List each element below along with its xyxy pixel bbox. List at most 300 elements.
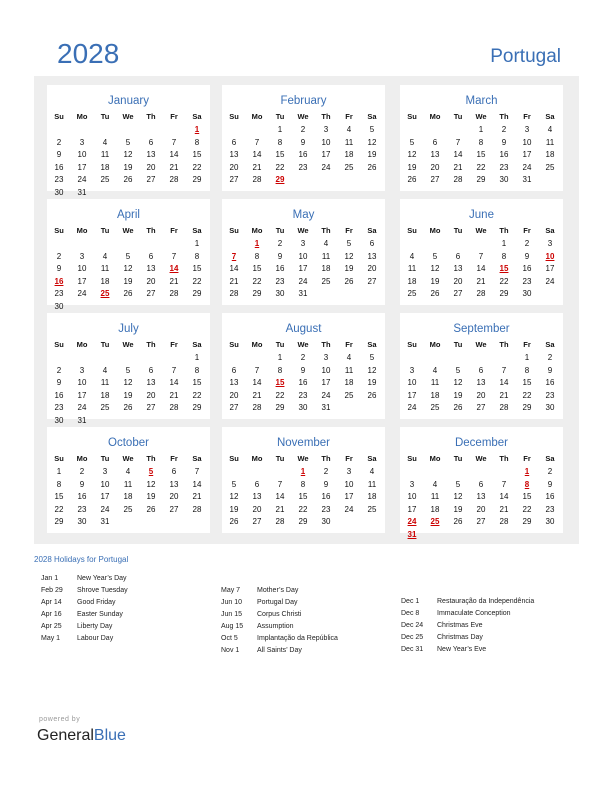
calendar-day: 11 xyxy=(321,251,331,261)
month-name: April xyxy=(116,209,140,221)
calendar-day: 20 xyxy=(169,492,179,501)
weekday-label: Fr xyxy=(170,112,178,121)
calendar-day: 26 xyxy=(123,289,133,298)
calendar-day: 24 xyxy=(344,504,354,514)
calendar-day: 25 xyxy=(430,403,440,412)
calendar-day: 13 xyxy=(430,150,440,159)
weekday-label: Th xyxy=(499,112,509,121)
holiday-date: Dec 1 xyxy=(401,598,420,605)
holiday-name: Labour Day xyxy=(77,635,114,642)
holiday-day: 7 xyxy=(231,251,237,261)
calendar-day: 26 xyxy=(229,517,239,526)
holiday-name: Assumption xyxy=(257,623,294,630)
calendar-day: 17 xyxy=(522,150,532,159)
month-name: August xyxy=(285,323,322,335)
calendar-grid xyxy=(34,76,579,544)
weekday-label: Fr xyxy=(345,226,353,235)
calendar-day: 9 xyxy=(501,137,507,147)
calendar-day: 28 xyxy=(453,175,463,184)
calendar-day: 24 xyxy=(545,276,555,286)
weekday-label: Mo xyxy=(251,340,263,349)
weekday-label: Su xyxy=(407,340,417,349)
calendar-day: 11 xyxy=(100,264,110,273)
holiday-day: 31 xyxy=(407,529,417,539)
calendar-day: 15 xyxy=(54,492,64,501)
calendar-day: 10 xyxy=(77,264,87,273)
calendar-day: 13 xyxy=(476,492,486,501)
calendar-day: 8 xyxy=(300,479,306,489)
calendar-day: 3 xyxy=(409,365,415,375)
weekday-label: Su xyxy=(229,226,239,235)
calendar-day: 11 xyxy=(430,378,440,387)
calendar-day: 18 xyxy=(344,378,354,387)
month-2 xyxy=(400,85,563,191)
weekday-label: Tu xyxy=(275,112,285,121)
calendar-day: 7 xyxy=(171,251,177,261)
weekday-label: Mo xyxy=(76,340,88,349)
weekday-label: Tu xyxy=(275,454,285,463)
holiday-day: 1 xyxy=(524,467,530,476)
calendar-day: 8 xyxy=(56,479,62,489)
calendar-day: 2 xyxy=(323,467,329,476)
calendar-day: 28 xyxy=(499,517,509,526)
calendar-day: 4 xyxy=(432,365,438,375)
calendar-day: 8 xyxy=(524,365,530,375)
weekday-label: Fr xyxy=(523,112,531,121)
calendar-day: 28 xyxy=(476,289,486,298)
holiday-row xyxy=(221,647,302,654)
calendar-day: 11 xyxy=(100,378,110,387)
calendar-day: 17 xyxy=(545,264,555,273)
calendar-day: 2 xyxy=(56,251,62,261)
calendar-day: 5 xyxy=(125,251,131,261)
calendar-day: 23 xyxy=(77,504,87,514)
calendar-day: 15 xyxy=(522,378,532,387)
calendar-day: 11 xyxy=(407,264,417,273)
calendar-day: 9 xyxy=(323,479,329,489)
brand-name-part1: General xyxy=(37,727,94,744)
holiday-day: 1 xyxy=(194,125,200,134)
calendar-day: 29 xyxy=(275,403,285,412)
calendar-day: 22 xyxy=(54,504,64,514)
calendar-day: 10 xyxy=(407,492,417,501)
calendar-day: 18 xyxy=(367,492,377,501)
holiday-name: Easter Sunday xyxy=(77,611,123,618)
month-name: March xyxy=(465,95,498,107)
calendar-day: 28 xyxy=(169,175,179,184)
calendar-day: 5 xyxy=(455,479,461,489)
calendar-day: 19 xyxy=(146,492,156,501)
holiday-date: Dec 24 xyxy=(401,622,424,629)
calendar-day: 10 xyxy=(321,137,331,147)
holiday-row xyxy=(401,598,534,605)
holiday-name: Christmas Day xyxy=(437,634,483,641)
weekday-label: We xyxy=(122,112,134,121)
calendar-day: 8 xyxy=(194,365,200,375)
calendar-day: 17 xyxy=(77,276,87,286)
calendar-day: 14 xyxy=(499,492,509,501)
year-title: 2028 xyxy=(57,38,120,69)
calendar-day: 19 xyxy=(123,276,133,286)
holiday-row xyxy=(221,623,294,630)
calendar-day: 9 xyxy=(277,251,283,261)
calendar-day: 12 xyxy=(229,492,239,501)
calendar-day: 14 xyxy=(453,150,463,159)
weekday-label: Fr xyxy=(345,454,353,463)
holiday-name: Restauração da Independência xyxy=(437,598,535,605)
calendar-day: 4 xyxy=(346,125,352,134)
calendar-day: 22 xyxy=(192,390,202,400)
brand-logo[interactable] xyxy=(37,727,126,745)
calendar-day: 8 xyxy=(478,137,484,147)
weekday-label: Sa xyxy=(192,226,202,235)
calendar-day: 23 xyxy=(275,276,285,286)
calendar-day: 26 xyxy=(344,276,354,286)
weekday-label: We xyxy=(297,340,309,349)
weekday-label: Tu xyxy=(453,112,463,121)
weekday-label: We xyxy=(297,454,309,463)
weekday-label: We xyxy=(122,226,134,235)
calendar-day: 26 xyxy=(430,289,440,298)
calendar-day: 21 xyxy=(252,390,262,400)
calendar-day: 2 xyxy=(547,353,553,362)
calendar-day: 14 xyxy=(275,492,285,501)
calendar-day: 18 xyxy=(100,276,110,286)
calendar-day: 15 xyxy=(252,264,262,273)
calendar-day: 7 xyxy=(455,137,461,147)
calendar-day: 25 xyxy=(344,162,354,172)
calendar-day: 12 xyxy=(430,264,440,273)
holiday-name: Corpus Christi xyxy=(257,611,302,618)
calendar-day: 13 xyxy=(146,150,156,159)
powered-by-text: powered by xyxy=(39,716,81,723)
weekday-label: Th xyxy=(321,340,331,349)
calendar-day: 5 xyxy=(346,239,352,248)
calendar-day: 30 xyxy=(77,517,87,526)
calendar-day: 8 xyxy=(254,251,260,261)
calendar-day: 11 xyxy=(123,479,133,489)
calendar-day: 20 xyxy=(146,162,156,172)
calendar-day: 29 xyxy=(476,175,486,184)
holiday-name: Implantação da República xyxy=(257,635,338,642)
calendar-day: 13 xyxy=(229,150,239,159)
calendar-day: 5 xyxy=(369,353,375,362)
calendar-day: 6 xyxy=(148,251,154,261)
holiday-date: Jun 15 xyxy=(221,611,243,618)
calendar-day: 9 xyxy=(300,365,306,375)
calendar-day: 20 xyxy=(476,504,486,514)
month-7 xyxy=(222,313,385,419)
calendar-day: 16 xyxy=(545,378,555,387)
calendar-day: 2 xyxy=(524,239,530,248)
calendar-day: 5 xyxy=(409,137,415,147)
calendar-day: 29 xyxy=(522,403,532,412)
holiday-row xyxy=(41,587,128,594)
month-name: July xyxy=(118,323,139,335)
holiday-date: May 7 xyxy=(221,587,241,594)
calendar-day: 18 xyxy=(100,390,110,400)
calendar-day: 9 xyxy=(547,365,553,375)
calendar-day: 7 xyxy=(171,137,177,147)
calendar-day: 20 xyxy=(430,162,440,172)
calendar-day: 24 xyxy=(77,403,87,412)
calendar-day: 24 xyxy=(522,162,532,172)
holiday-name: New Year’s Day xyxy=(77,575,127,582)
calendar-day: 18 xyxy=(430,390,440,400)
calendar-day: 1 xyxy=(194,353,200,362)
calendar-day: 6 xyxy=(148,137,154,147)
weekday-label: Mo xyxy=(251,454,263,463)
calendar-day: 20 xyxy=(453,276,463,286)
calendar-day: 19 xyxy=(367,150,377,159)
calendar-day: 29 xyxy=(192,175,202,184)
calendar-day: 1 xyxy=(501,239,507,248)
holiday-name: All Saints’ Day xyxy=(257,647,302,654)
weekday-label: Su xyxy=(229,340,239,349)
calendar-day: 27 xyxy=(169,504,179,514)
calendar-day: 10 xyxy=(522,137,532,147)
weekday-label: Tu xyxy=(100,226,110,235)
calendar-day: 23 xyxy=(522,276,532,286)
weekday-label: Su xyxy=(407,226,417,235)
calendar-day: 6 xyxy=(231,365,237,375)
weekday-label: Mo xyxy=(76,454,88,463)
calendar-day: 12 xyxy=(344,251,354,261)
holiday-row xyxy=(401,622,483,629)
calendar-day: 3 xyxy=(547,239,553,248)
calendar-day: 1 xyxy=(478,125,484,134)
calendar-day: 21 xyxy=(252,162,262,172)
holiday-name: Christmas Eve xyxy=(437,622,483,629)
calendar-day: 6 xyxy=(171,467,177,476)
calendar-day: 16 xyxy=(54,390,64,400)
calendar-day: 17 xyxy=(321,378,331,387)
month-0 xyxy=(47,85,210,197)
calendar-day: 13 xyxy=(169,479,179,489)
calendar-day: 16 xyxy=(275,264,285,273)
calendar-day: 4 xyxy=(125,467,131,476)
calendar-day: 3 xyxy=(79,365,85,375)
calendar-day: 17 xyxy=(344,492,354,501)
weekday-label: Th xyxy=(499,454,509,463)
calendar-day: 18 xyxy=(545,150,555,159)
month-name: October xyxy=(108,437,149,449)
calendar-day: 12 xyxy=(123,378,133,387)
calendar-day: 22 xyxy=(275,390,285,400)
calendar-day: 19 xyxy=(430,276,440,286)
calendar-day: 15 xyxy=(522,492,532,501)
calendar-day: 28 xyxy=(192,504,202,514)
weekday-label: Tu xyxy=(453,340,463,349)
weekday-label: Sa xyxy=(367,454,377,463)
holiday-row xyxy=(41,623,112,630)
calendar-day: 15 xyxy=(192,378,202,387)
month-name: November xyxy=(276,437,331,449)
calendar-day: 1 xyxy=(56,467,62,476)
calendar-day: 1 xyxy=(277,125,283,134)
calendar-day: 23 xyxy=(54,403,64,412)
calendar-day: 13 xyxy=(146,378,156,387)
calendar-day: 31 xyxy=(321,403,331,412)
calendar-day: 10 xyxy=(407,378,417,387)
calendar-day: 9 xyxy=(300,137,306,147)
holiday-day: 8 xyxy=(524,479,530,489)
calendar-day: 28 xyxy=(275,517,285,526)
calendar-day: 30 xyxy=(499,175,509,184)
calendar-day: 13 xyxy=(453,264,463,273)
calendar-day: 28 xyxy=(229,289,239,298)
calendar-day: 6 xyxy=(148,365,154,375)
calendar-day: 30 xyxy=(298,403,308,412)
holiday-day: 1 xyxy=(254,239,260,248)
holiday-day: 25 xyxy=(430,517,440,526)
holiday-day: 29 xyxy=(275,175,285,184)
calendar-day: 20 xyxy=(367,264,377,273)
calendar-day: 3 xyxy=(346,467,352,476)
holiday-date: Feb 29 xyxy=(41,587,63,594)
calendar-day: 27 xyxy=(146,289,156,298)
calendar-day: 7 xyxy=(501,479,507,489)
calendar-day: 26 xyxy=(367,390,377,400)
calendar-day: 18 xyxy=(100,162,110,172)
weekday-label: Su xyxy=(229,454,239,463)
calendar-day: 29 xyxy=(54,517,64,526)
calendar-day: 4 xyxy=(409,251,415,261)
holiday-name: Shrove Tuesday xyxy=(77,587,128,594)
holiday-date: Apr 16 xyxy=(41,611,62,618)
holiday-date: Jan 1 xyxy=(41,575,59,582)
month-3 xyxy=(47,199,210,311)
month-4 xyxy=(222,199,385,305)
calendar-day: 26 xyxy=(367,162,377,172)
calendar-day: 29 xyxy=(499,289,509,298)
calendar-day: 9 xyxy=(56,378,62,387)
calendar-day: 7 xyxy=(254,365,260,375)
calendar-day: 9 xyxy=(79,479,85,489)
calendar-day: 12 xyxy=(367,137,377,147)
calendar-day: 27 xyxy=(229,175,239,184)
calendar-day: 4 xyxy=(323,239,329,248)
calendar-day: 21 xyxy=(499,504,509,514)
calendar-day: 26 xyxy=(123,403,133,412)
weekday-label: Th xyxy=(321,454,331,463)
calendar-day: 29 xyxy=(192,289,202,298)
weekday-label: Mo xyxy=(429,340,441,349)
calendar-day: 24 xyxy=(77,175,87,184)
holiday-row xyxy=(221,635,338,642)
weekday-label: Su xyxy=(54,226,64,235)
calendar-day: 19 xyxy=(453,390,463,400)
calendar-day: 2 xyxy=(300,353,306,362)
calendar-day: 2 xyxy=(277,239,283,248)
calendar-day: 16 xyxy=(54,162,64,172)
calendar-day: 27 xyxy=(252,517,262,526)
holiday-row xyxy=(41,635,113,642)
calendar-day: 4 xyxy=(102,251,108,261)
weekday-label: Fr xyxy=(345,112,353,121)
calendar-day: 30 xyxy=(522,289,532,298)
calendar-day: 22 xyxy=(522,390,532,400)
calendar-day: 27 xyxy=(367,276,377,286)
calendar-day: 1 xyxy=(277,353,283,362)
calendar-day: 17 xyxy=(407,504,417,514)
calendar-day: 23 xyxy=(298,390,308,400)
month-name: June xyxy=(469,209,494,221)
weekday-label: Su xyxy=(54,340,64,349)
weekday-label: Fr xyxy=(170,226,178,235)
calendar-day: 20 xyxy=(146,390,156,400)
calendar-day: 16 xyxy=(522,264,532,273)
calendar-day: 3 xyxy=(323,353,329,362)
calendar-day: 11 xyxy=(344,365,354,375)
weekday-label: Tu xyxy=(275,340,285,349)
holiday-day: 16 xyxy=(54,276,64,286)
calendar-day: 2 xyxy=(79,467,85,476)
holiday-row xyxy=(221,599,297,606)
weekday-label: Th xyxy=(321,112,331,121)
calendar-day: 2 xyxy=(501,125,507,134)
calendar-day: 27 xyxy=(146,175,156,184)
calendar-day: 9 xyxy=(547,479,553,489)
calendar-day: 19 xyxy=(229,504,239,514)
calendar-day: 13 xyxy=(367,251,377,261)
calendar-day: 30 xyxy=(321,517,331,526)
weekday-label: Th xyxy=(499,340,509,349)
calendar-day: 7 xyxy=(254,137,260,147)
calendar-day: 21 xyxy=(169,390,179,400)
calendar-day: 12 xyxy=(367,365,377,375)
weekday-label: Fr xyxy=(170,340,178,349)
calendar-day: 23 xyxy=(545,390,555,400)
calendar-day: 4 xyxy=(432,479,438,489)
weekday-label: Su xyxy=(407,454,417,463)
weekday-label: Sa xyxy=(192,340,202,349)
weekday-label: Th xyxy=(499,226,509,235)
calendar-day: 27 xyxy=(146,403,156,412)
calendar-day: 1 xyxy=(194,239,200,248)
month-10 xyxy=(222,427,385,533)
calendar-day: 16 xyxy=(298,378,308,387)
month-11 xyxy=(400,427,563,539)
calendar-day: 31 xyxy=(522,175,532,184)
holiday-day: 14 xyxy=(169,264,179,273)
holiday-day: 5 xyxy=(148,467,154,476)
weekday-label: Mo xyxy=(251,226,263,235)
calendar-day: 31 xyxy=(77,187,87,197)
calendar-day: 22 xyxy=(192,162,202,172)
calendar-day: 21 xyxy=(229,276,239,286)
calendar-day: 7 xyxy=(277,479,283,489)
calendar-day: 19 xyxy=(123,390,133,400)
month-9 xyxy=(47,427,210,533)
calendar-day: 13 xyxy=(146,264,156,273)
calendar-day: 3 xyxy=(102,467,108,476)
calendar-day: 9 xyxy=(56,150,62,159)
weekday-label: Th xyxy=(321,226,331,235)
weekday-label: Mo xyxy=(76,226,88,235)
calendar-day: 17 xyxy=(77,162,87,172)
calendar-day: 7 xyxy=(171,365,177,375)
calendar-day: 29 xyxy=(252,289,262,298)
calendar-day: 21 xyxy=(169,276,179,286)
month-6 xyxy=(47,313,210,425)
weekday-label: Tu xyxy=(453,226,463,235)
calendar-day: 11 xyxy=(545,137,555,147)
calendar-day: 15 xyxy=(298,492,308,501)
calendar-day: 3 xyxy=(79,251,85,261)
holiday-day: 1 xyxy=(300,467,306,476)
calendar-day: 27 xyxy=(476,403,486,412)
